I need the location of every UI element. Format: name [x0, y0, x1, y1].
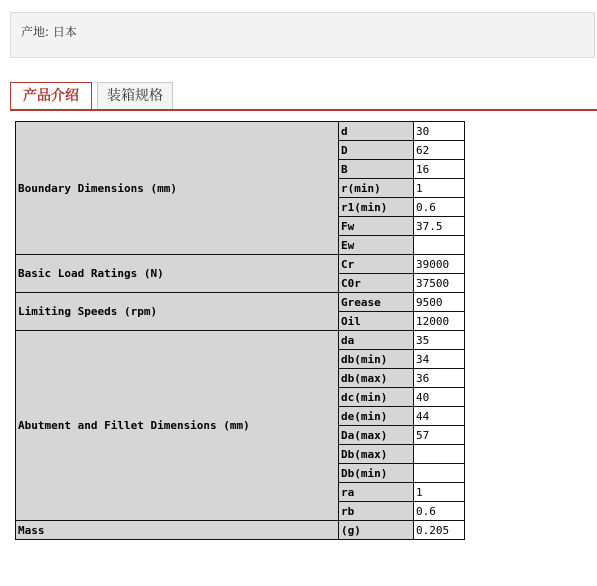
spec-value-cell — [414, 236, 465, 255]
spec-value-cell — [414, 464, 465, 483]
spec-symbol-cell: Ew — [339, 236, 414, 255]
spec-symbol-cell: r1(min) — [339, 198, 414, 217]
product-tabs — [10, 82, 597, 111]
bearing-spec-table — [15, 121, 465, 540]
spec-value-cell — [414, 445, 465, 464]
spec-value-cell: 57 — [414, 426, 465, 445]
spec-symbol-cell: C0r — [339, 274, 414, 293]
spec-group-title: Boundary Dimensions (mm) — [16, 122, 339, 255]
shop-watermark: shop13486... — [326, 560, 402, 574]
spec-symbol-cell: Grease — [339, 293, 414, 312]
spec-symbol-cell: D — [339, 141, 414, 160]
spec-value-cell: 0.6 — [414, 502, 465, 521]
spec-value-cell: 0.205 — [414, 521, 465, 540]
tab-underline — [10, 109, 597, 111]
spec-value-cell: 9500 — [414, 293, 465, 312]
spec-group-title: Limiting Speeds (rpm) — [16, 293, 339, 331]
spec-table-body — [16, 122, 465, 540]
spec-value-cell: 39000 — [414, 255, 465, 274]
table-row — [16, 331, 465, 350]
table-row — [16, 122, 465, 141]
table-row — [16, 521, 465, 540]
spec-symbol-cell: Da(max) — [339, 426, 414, 445]
spec-symbol-cell: Oil — [339, 312, 414, 331]
spec-value-cell: 16 — [414, 160, 465, 179]
spec-value-cell: 1 — [414, 483, 465, 502]
spec-value-cell: 30 — [414, 122, 465, 141]
spec-value-cell: 40 — [414, 388, 465, 407]
spec-symbol-cell: d — [339, 122, 414, 141]
table-row — [16, 255, 465, 274]
spec-symbol-cell: de(min) — [339, 407, 414, 426]
spec-value-cell: 37500 — [414, 274, 465, 293]
spec-value-cell: 12000 — [414, 312, 465, 331]
spec-group-title: Mass — [16, 521, 339, 540]
spec-symbol-cell: Fw — [339, 217, 414, 236]
spec-group-title: Abutment and Fillet Dimensions (mm) — [16, 331, 339, 521]
table-row — [16, 293, 465, 312]
spec-symbol-cell: Db(max) — [339, 445, 414, 464]
spec-symbol-cell: (g) — [339, 521, 414, 540]
tab-product-intro[interactable]: 产品介绍 — [10, 82, 92, 111]
spec-value-cell: 62 — [414, 141, 465, 160]
spec-symbol-cell: ra — [339, 483, 414, 502]
spec-symbol-cell: Db(min) — [339, 464, 414, 483]
spec-symbol-cell: da — [339, 331, 414, 350]
spec-symbol-cell: db(max) — [339, 369, 414, 388]
spec-value-cell: 34 — [414, 350, 465, 369]
spec-value-cell: 0.6 — [414, 198, 465, 217]
spec-symbol-cell: r(min) — [339, 179, 414, 198]
spec-symbol-cell: Cr — [339, 255, 414, 274]
spec-symbol-cell: rb — [339, 502, 414, 521]
spec-group-title: Basic Load Ratings (N) — [16, 255, 339, 293]
origin-label: 产地: 日本 — [21, 25, 77, 39]
spec-symbol-cell: B — [339, 160, 414, 179]
spec-value-cell: 44 — [414, 407, 465, 426]
spec-value-cell: 37.5 — [414, 217, 465, 236]
spec-symbol-cell: dc(min) — [339, 388, 414, 407]
origin-panel — [10, 12, 595, 58]
spec-value-cell: 36 — [414, 369, 465, 388]
spec-value-cell: 35 — [414, 331, 465, 350]
tab-packing-specs[interactable]: 装箱规格 — [97, 82, 173, 109]
spec-symbol-cell: db(min) — [339, 350, 414, 369]
spec-value-cell: 1 — [414, 179, 465, 198]
